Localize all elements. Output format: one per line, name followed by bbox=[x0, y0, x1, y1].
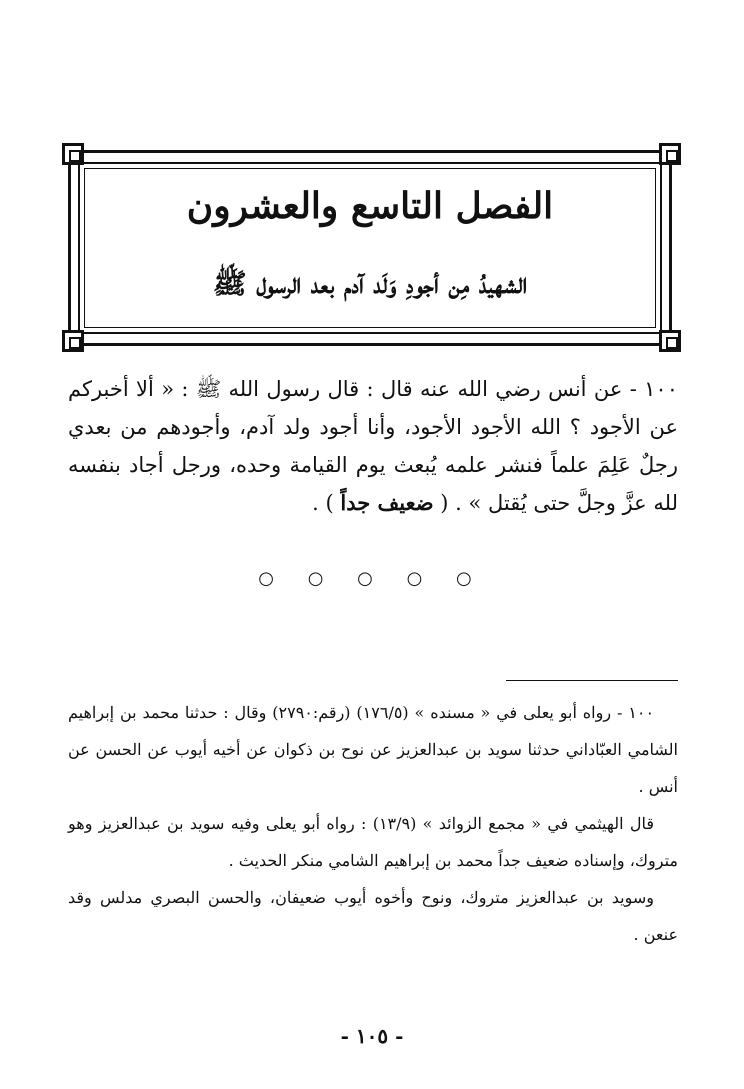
footnote-narrators: وسويد بن عبدالعزيز متروك، ونوح وأخوه أيوب ضعيفان، والحسن البصري مدلس وقد عنعن . bbox=[68, 888, 678, 944]
chapter-subtitle: الشهيدُ مِن أجودِ وَلَد آدم بعد الرسول ﷺ bbox=[212, 267, 528, 300]
section-separator: ○ ○ ○ ○ ○ bbox=[258, 568, 486, 589]
frame-corner-ornament bbox=[659, 143, 681, 165]
frame-corner-ornament bbox=[62, 330, 84, 352]
footnote-source: ١٠٠ - رواه أبو يعلى في « مسنده » (١٧٦/٥) (رقم:٢٧٩٠) وقال : حدثنا محمد بن إبراهيم الشامي العبّاداني حدثنا سويد بن عبدالعزيز عن نوح بن ذكوان عن أخيه أيوب عن الحسن عن أنس . bbox=[68, 703, 678, 796]
chapter-title: الفصل التاسع والعشرون bbox=[186, 185, 554, 227]
frame-corner-ornament bbox=[62, 143, 84, 165]
footnotes bbox=[68, 694, 678, 953]
hadith-grade: ضعيف جداً bbox=[340, 490, 434, 515]
hadith-body: ١٠٠ - عن أنس رضي الله عنه قال : قال رسول الله ﷺ : « ألا أخبركم عن الأجود ؟ الله الأجود الأجود، وأنا أجود ولد آدم، وأجودهم من بعدي رجلٌ عَلِمَ علماً فنشر علمه يُبعث يوم القيامة وحده، ورجل أجاد بنفسه لله عزَّ وجلَّ حتى يُقتل » . ( bbox=[68, 377, 678, 515]
page-number: - ١٠٥ - bbox=[340, 1024, 404, 1048]
hadith-text bbox=[68, 370, 678, 522]
hadith-closing: ) . bbox=[312, 491, 334, 515]
frame-corner-ornament bbox=[659, 330, 681, 352]
footnote-divider bbox=[506, 680, 678, 681]
footnote-haythami: قال الهيثمي في « مجمع الزوائد » (١٣/٩) : رواه أبو يعلى وفيه سويد بن عبدالعزيز وهو متروك، وإسناده ضعيف جداً محمد بن إبراهيم الشامي منكر الحديث . bbox=[68, 814, 678, 870]
